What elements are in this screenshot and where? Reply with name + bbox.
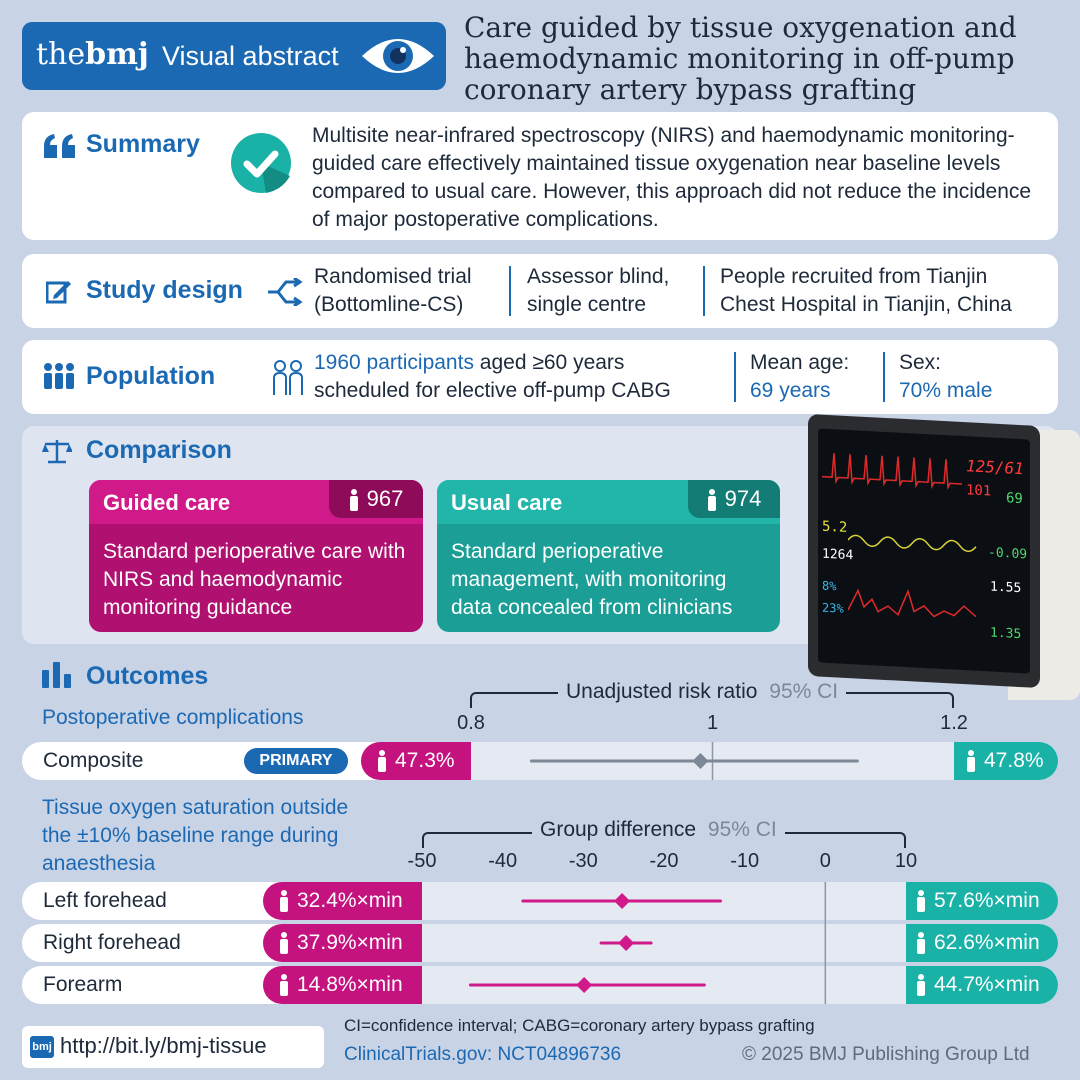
monitor-v6: -0.09 <box>988 545 1028 563</box>
design-item-1-line2: (Bottomline-CS) <box>314 293 464 316</box>
gd-ci: 95% CI <box>707 818 777 841</box>
point-estimate-marker <box>692 753 708 769</box>
risk-ratio-forest-plot <box>471 742 954 780</box>
participants-icon <box>272 360 304 396</box>
row-usual-pill <box>906 966 1058 1004</box>
guided-count-badge <box>329 480 423 518</box>
tissue-label-3: anaesthesia <box>42 852 156 875</box>
guided-count: 967 <box>366 486 404 511</box>
population-line2: scheduled for elective off-pump CABG <box>314 379 671 402</box>
monitor-bp: 125/61 <box>966 456 1024 479</box>
ecg-wave <box>822 447 962 498</box>
design-item-1-line1: Randomised trial <box>314 265 472 288</box>
design-divider-1 <box>509 266 511 316</box>
mean-age-value: 69 years <box>750 379 831 402</box>
balance-scale-icon <box>42 438 72 464</box>
usual-care-card <box>437 480 780 632</box>
usual-count: 974 <box>724 486 762 511</box>
participants-age: aged ≥60 years <box>479 351 625 374</box>
monitor-v4: 5.2 <box>822 518 848 536</box>
person-icon <box>916 974 926 996</box>
mean-age-label: Mean age: <box>750 351 850 374</box>
guided-care-card <box>89 480 423 632</box>
quote-icon <box>44 134 76 158</box>
rr-axis-title <box>558 680 846 704</box>
design-divider-2 <box>703 266 705 316</box>
axis-tick-label: 10 <box>894 850 918 872</box>
checkmark-icon <box>230 132 292 194</box>
person-icon <box>349 489 359 511</box>
row-guided-pill <box>263 882 422 920</box>
person-icon <box>377 750 387 772</box>
composite-usual-pill <box>954 742 1058 780</box>
usual-care-text: Standard perioperative management, with monitoring data concealed from clinicians <box>451 540 733 619</box>
primary-badge: PRIMARY <box>244 748 348 774</box>
row-usual-pill <box>906 882 1058 920</box>
monitor-v7: 1.55 <box>990 579 1022 597</box>
mean-age <box>750 349 849 405</box>
person-icon <box>279 890 289 912</box>
page-title: Care guided by tissue oxygenation and haemodynamic monitoring in off-pump coronary artery bypass grafting <box>464 11 1017 106</box>
row-label: Left forehead <box>43 889 167 912</box>
population-label: Population <box>86 362 216 390</box>
row-label: Right forehead <box>43 931 181 954</box>
branch-icon <box>266 278 302 306</box>
footer-trial[interactable]: ClinicalTrials.gov: NCT04896736 <box>344 1044 622 1065</box>
axis-tick-label: 0 <box>819 850 831 872</box>
monitor-illustration <box>808 420 1080 700</box>
rr-label: Unadjusted risk ratio <box>566 680 758 703</box>
footer-bmj-logo: bmj <box>30 1036 54 1058</box>
axis-tick-label: -50 <box>407 850 437 872</box>
composite-label: Composite <box>43 749 144 772</box>
design-item-3-line1: People recruited from Tianjin <box>720 265 988 288</box>
footer-copyright: © 2025 BMJ Publishing Group Ltd <box>742 1044 1030 1065</box>
row-guided-value: 32.4%×min <box>297 889 403 912</box>
design-item-1 <box>314 263 472 319</box>
row-usual-value: 57.6%×min <box>934 889 1040 912</box>
monitor-hr: 101 <box>966 482 992 500</box>
axis-tick-label: 0.8 <box>457 712 485 734</box>
comparison-label: Comparison <box>86 436 232 464</box>
tissue-label-2: the ±10% baseline range during <box>42 824 339 847</box>
footer-url[interactable]: http://bit.ly/bmj-tissue <box>60 1033 267 1058</box>
monitor-v9: 23% <box>822 600 844 616</box>
population-divider-1 <box>734 352 736 402</box>
footer-abbrev: CI=confidence interval; CABG=coronary artery bypass grafting <box>344 1016 815 1035</box>
monitor-rr: 69 <box>1006 490 1023 508</box>
brand-box <box>22 22 446 90</box>
guided-care-text: Standard perioperative care with NIRS and haemodynamic monitoring guidance <box>103 540 406 619</box>
person-icon <box>916 890 926 912</box>
monitor-screen <box>818 428 1030 673</box>
guided-care-title: Guided care <box>103 490 231 515</box>
design-item-3-line2: Chest Hospital in Tianjin, China <box>720 293 1012 316</box>
monitor-v5: 1264 <box>822 546 854 564</box>
point-estimate-marker <box>614 893 630 909</box>
row-guided-pill <box>263 924 422 962</box>
gd-label: Group difference <box>540 818 697 841</box>
axis-tick-label: -40 <box>488 850 518 872</box>
row-guided-value: 37.9%×min <box>297 931 403 954</box>
person-icon <box>916 932 926 954</box>
footer-link[interactable] <box>22 1026 324 1068</box>
summary-card <box>22 112 1058 240</box>
row-guided-pill <box>263 966 422 1004</box>
tissue-label-1: Tissue oxygen saturation outside <box>42 796 349 819</box>
person-icon <box>707 489 717 511</box>
population-divider-2 <box>883 352 885 402</box>
sex-value: 70% male <box>899 379 993 402</box>
brand-logo <box>36 38 149 72</box>
sex <box>899 349 992 405</box>
row-label: Forearm <box>43 973 123 996</box>
summary-text: Multisite near-infrared spectroscopy (NIRS) and haemodynamic monitoring-guided care effectively maintained tissue oxygenation near baseline levels compared to usual care. However, this approach did not reduce the incidence of major postoperative complications. <box>312 124 1032 231</box>
row-usual-value: 44.7%×min <box>934 973 1040 996</box>
axis-tick-label: -30 <box>568 850 598 872</box>
composite-guided-value: 47.3% <box>395 749 455 772</box>
axis-tick-label: -10 <box>730 850 760 872</box>
point-estimate-marker <box>576 977 592 993</box>
sex-label: Sex: <box>899 351 942 374</box>
brand-the: the <box>36 37 86 72</box>
population-card <box>22 340 1058 414</box>
row-usual-pill <box>906 924 1058 962</box>
person-icon <box>279 932 289 954</box>
pleth-wave <box>848 580 978 627</box>
rr-ci: 95% CI <box>769 680 839 703</box>
design-item-2 <box>527 263 669 319</box>
row-usual-value: 62.6%×min <box>934 931 1040 954</box>
group-difference-forest-plot <box>422 882 906 1006</box>
resp-wave <box>848 520 978 567</box>
population-main <box>314 349 671 405</box>
point-estimate-marker <box>618 935 634 951</box>
bar-chart-icon <box>42 662 72 688</box>
axis-tick-label: -20 <box>649 850 679 872</box>
design-item-2-line2: single centre <box>527 293 647 316</box>
row-guided-value: 14.8%×min <box>297 973 403 996</box>
composite-guided-pill <box>361 742 471 780</box>
study-design-card <box>22 254 1058 328</box>
axis-tick-label: 1 <box>706 712 719 734</box>
axis-tick-label: 1.2 <box>940 712 968 734</box>
tissue-label <box>42 794 348 878</box>
outcomes-label: Outcomes <box>86 662 209 690</box>
visual-abstract-label: Visual abstract <box>162 41 339 71</box>
usual-count-badge <box>688 480 780 518</box>
gd-axis-title <box>532 818 785 842</box>
people-icon <box>42 362 76 390</box>
pencil-icon <box>46 278 72 304</box>
participants-count: 1960 participants <box>314 351 474 374</box>
usual-care-title: Usual care <box>451 490 563 515</box>
composite-usual-value: 47.8% <box>984 749 1044 772</box>
monitor-v8: 8% <box>822 578 837 594</box>
complications-label: Postoperative complications <box>42 706 304 729</box>
study-design-label: Study design <box>86 276 243 304</box>
design-item-2-line1: Assessor blind, <box>527 265 670 288</box>
person-icon <box>279 974 289 996</box>
design-item-3 <box>720 263 1012 319</box>
monitor-v10: 1.35 <box>990 625 1022 643</box>
person-icon <box>966 750 976 772</box>
summary-label: Summary <box>86 130 200 158</box>
eye-icon <box>360 32 436 80</box>
brand-bmj: bmj <box>85 37 149 72</box>
